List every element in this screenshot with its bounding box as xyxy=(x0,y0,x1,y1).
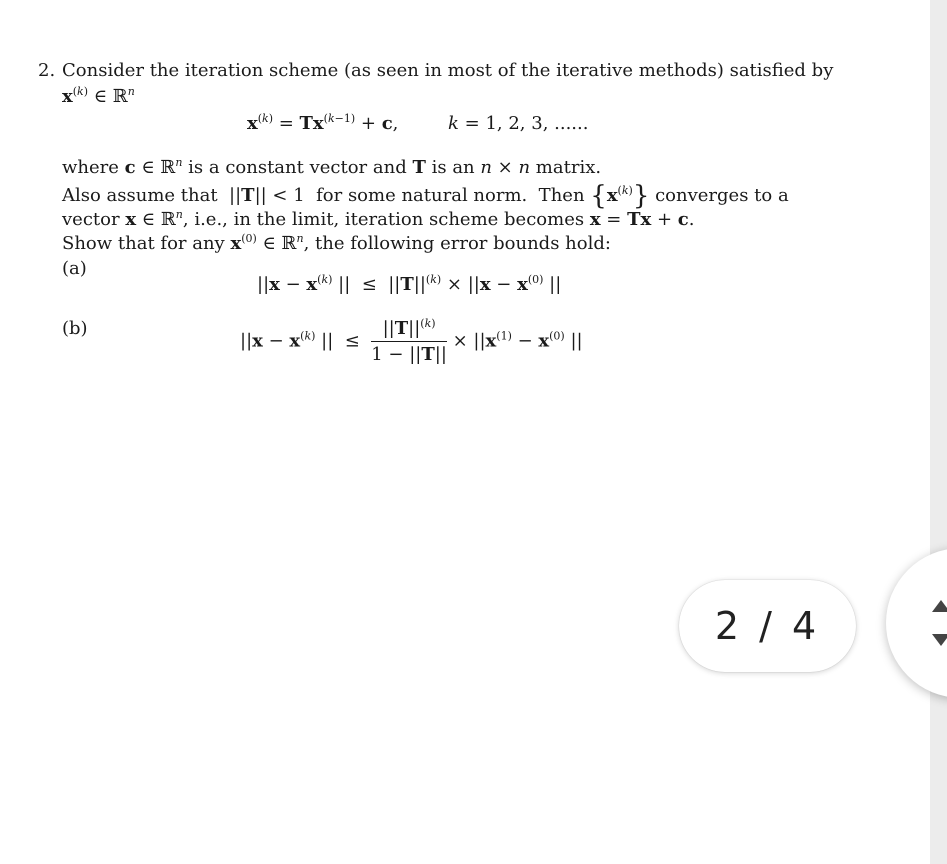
membership-line: $x^{(k)}$ ∈ ℝ$^n$ xyxy=(62,85,135,107)
scroll-track[interactable] xyxy=(930,0,947,864)
where-line: where c ∈ ℝ$^n$ is a constant vector and T is an n × n matrix. xyxy=(62,156,602,178)
assume-line: Also assume that ||T|| < 1 for some natural norm. Then $\{x^{(k)}\}$ converges to a xyxy=(62,181,789,211)
part-b-equation: $||x - x^{(k)}$ || ≤ $\frac{||T||^{(k)}}{1 - ||T||}$ × $||x^{(1)} - x^{(0)}$ || xyxy=(240,317,583,365)
question-intro: Consider the iteration scheme (as seen in most of the iterative methods) satisfied by xyxy=(62,60,834,81)
main-equation: $x^{(k)} = Tx^{(k-1)} + c$, xyxy=(247,112,399,134)
main-equation-range: k = 1, 2, 3, ...... xyxy=(448,113,589,134)
show-line: Show that for any $x^{(0)}$ ∈ ℝ$^n$, the following error bounds hold: xyxy=(62,232,611,254)
page-indicator: 2 / 4 xyxy=(679,580,856,672)
question-number: 2. xyxy=(38,60,56,81)
part-a-equation: $||x - x^{(k)}$ || ≤ $||T||^{(k)} \times ||x - x^{(0)}$ || xyxy=(257,273,562,295)
chevron-up-icon xyxy=(932,600,947,612)
part-b-label: (b) xyxy=(62,318,88,339)
part-a-label: (a) xyxy=(62,258,87,279)
chevron-down-icon xyxy=(932,634,947,646)
vector-line: vector x ∈ ℝ$^n$, i.e., in the limit, iteration scheme becomes x = Tx + c. xyxy=(62,208,695,230)
